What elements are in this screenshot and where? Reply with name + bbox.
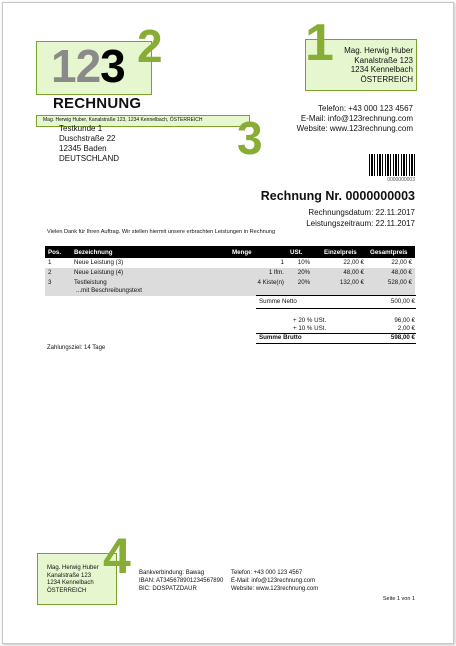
sender-address: Mag. Herwig Huber Kanalstraße 123 1234 Kennelbach ÖSTERREICH <box>344 46 413 84</box>
sum-vat20-value: 96,00 € <box>394 317 415 324</box>
sum-brutto-label: Summe Brutto <box>259 334 302 341</box>
footer-bank: Bankverbindung: Bawag IBAN: AT345678901234567890 BIC: DOSPATZDAUR <box>139 570 224 592</box>
sum-divider-top <box>256 295 416 296</box>
page-number: Seite 1 von 1 <box>382 596 415 602</box>
sum-vat10-label: + 10 % USt. <box>293 325 327 332</box>
sum-divider-bottom <box>256 343 416 344</box>
footer-address: Mag. Herwig Huber Kanalstraße 123 1234 Kennelbach ÖSTERREICH <box>47 565 99 594</box>
service-period: Leistungszeitraum: 22.11.2017 <box>306 219 415 228</box>
marker-4: 4 <box>103 528 131 584</box>
table-row: 3 Testleistung ...mit Beschreibungstext 4 Kiste(n) 20% 132,00 € 528,00 € <box>45 278 415 296</box>
col-vat: USt. <box>287 246 321 258</box>
col-quantity: Menge <box>229 246 287 258</box>
sum-divider-mid <box>256 308 416 309</box>
sum-netto-value: 500,00 € <box>390 298 415 305</box>
logo-title: RECHNUNG <box>53 95 142 112</box>
table-row: 2 Neue Leistung (4) 1 lfm. 20% 48,00 € 48,00 € <box>45 268 415 278</box>
sum-vat20-label: + 20 % USt. <box>293 317 327 324</box>
invoice-page <box>2 2 454 644</box>
marker-3: 3 <box>237 112 263 164</box>
col-description: Bezeichnung <box>71 246 229 258</box>
sum-brutto-value: 598,00 € <box>390 334 415 341</box>
contact-info: Telefon: +43 000 123 4567 E-Mail: info@123rechnung.com Website: www.123rechnung.com <box>296 104 413 133</box>
items-table <box>45 246 415 296</box>
sum-netto-label: Summe Netto <box>259 298 297 305</box>
marker-1: 1 <box>305 14 334 72</box>
col-unit-price: Einzelpreis <box>321 246 367 258</box>
recipient-address: Testkunde 1 Duschstraße 22 12345 Baden DEUTSCHLAND <box>59 124 120 163</box>
sum-vat10-value: 2,00 € <box>397 325 415 332</box>
marker-2: 2 <box>137 20 163 72</box>
sender-line: Mag. Herwig Huber, Kanalstraße 123, 1234 Kennelbach, ÖSTERREICH <box>43 117 203 123</box>
barcode-number: 0000000003 <box>387 177 415 183</box>
table-row: 1 Neue Leistung (3) 1 10% 22,00 € 22,00 € <box>48 259 412 266</box>
col-total: Gesamtpreis <box>367 246 415 258</box>
payment-terms: Zahlungsziel: 14 Tage <box>47 345 106 351</box>
col-pos: Pos. <box>45 246 71 258</box>
logo: 123 <box>51 40 125 92</box>
invoice-date: Rechnungsdatum: 22.11.2017 <box>308 208 415 217</box>
intro-text: Vielen Dank für Ihren Auftrag. Wir stellen hiermit unsere erbrachten Leistungen in Rechnung <box>47 229 276 235</box>
barcode <box>369 154 415 176</box>
footer-contact: Telefon: +43 000 123 4567 E-Mail: info@123rechnung.com Website: www.123rechnung.com <box>231 570 319 592</box>
table-header <box>45 246 415 258</box>
invoice-title: Rechnung Nr. 0000000003 <box>260 189 415 203</box>
